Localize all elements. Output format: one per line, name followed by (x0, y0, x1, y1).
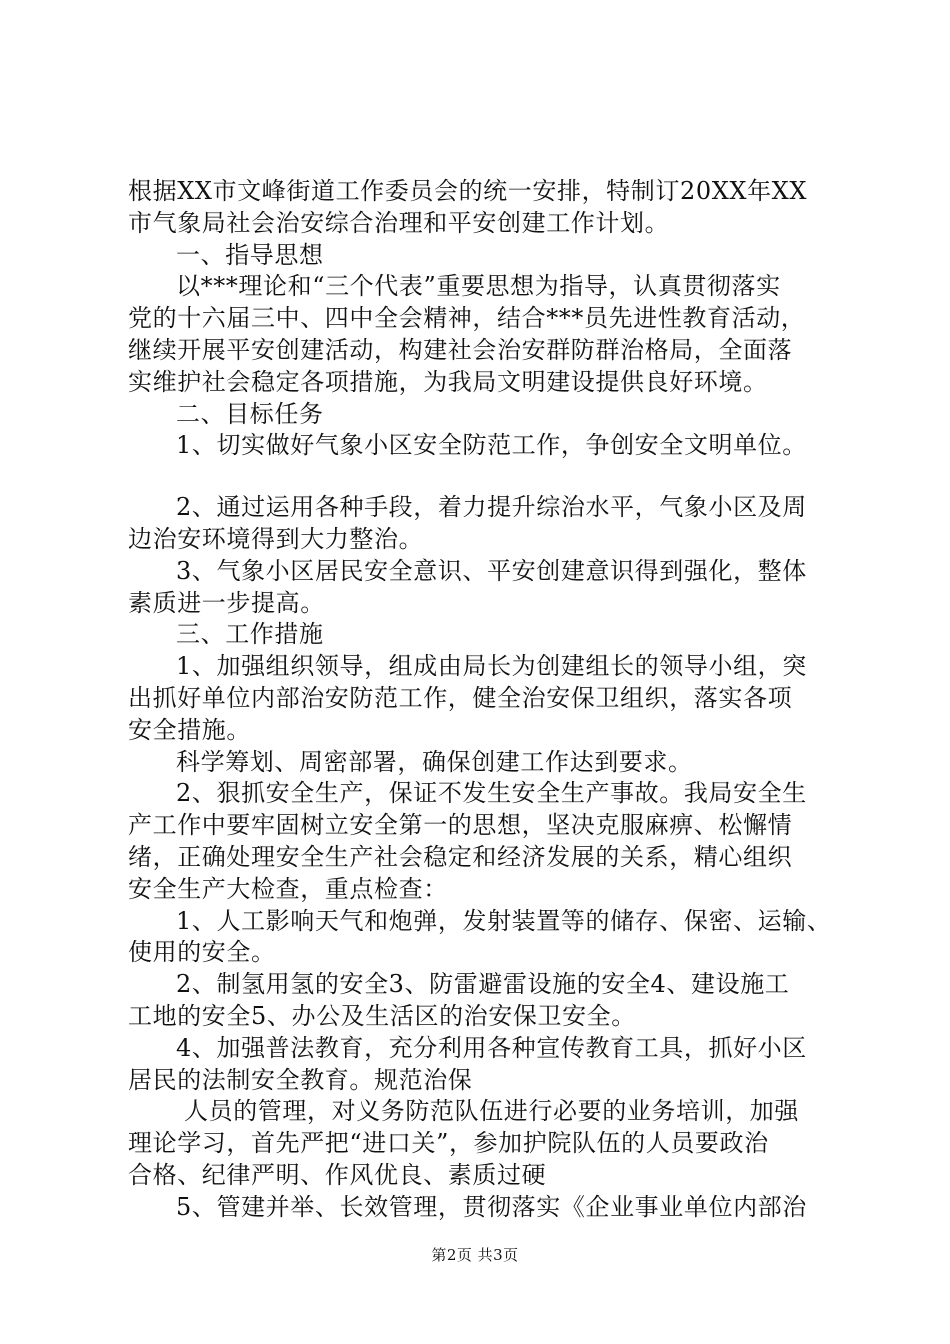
document-body (128, 176, 832, 1224)
text-line: 人员的管理，对义务防范队伍进行必要的业务培训，加强 (184, 1097, 799, 1126)
text-line: 党的十六届三中、四中全会精神，结合***员先进性教育活动， (128, 304, 806, 333)
text-line: 1、加强组织领导，组成由局长为创建组长的领导小组，突 (176, 652, 807, 681)
text-line: 出抓好单位内部治安防范工作，健全治安保卫组织，落实各项 (128, 683, 793, 712)
text-line: 使用的安全。 (128, 938, 276, 967)
text-line: 居民的法制安全教育。规范治保 (128, 1065, 473, 1094)
section-heading: 三、工作措施 (176, 620, 324, 649)
text-line: 市气象局社会治安综合治理和平安创建工作计划。 (128, 208, 670, 237)
text-line: 科学筹划、周密部署，确保创建工作达到要求。 (176, 747, 693, 776)
text-line: 产工作中要牢固树立安全第一的思想，坚决克服麻痹、松懈情 (128, 811, 793, 840)
section-heading: 一、指导思想 (176, 240, 324, 269)
text-line: 实维护社会稳定各项措施，为我局文明建设提供良好环境。 (128, 367, 768, 396)
text-line: 以***理论和“三个代表”重要思想为指导，认真贯彻落实 (176, 272, 781, 301)
text-line: 边治安环境得到大力整治。 (128, 524, 424, 553)
text-line: 5、管建并举、长效管理，贯彻落实《企业事业单位内部治 (176, 1192, 807, 1221)
text-line: 2、制氢用氢的安全3、防雷避雷设施的安全4、建设施工 (176, 970, 790, 999)
text-line: 继续开展平安创建活动，构建社会治安群防群治格局，全面落 (128, 335, 793, 364)
text-line: 3、气象小区居民安全意识、平安创建意识得到强化，整体 (176, 556, 807, 585)
text-line: 2、狠抓安全生产，保证不发生安全生产事故。我局安全生 (176, 779, 807, 808)
text-line: 根据XX市文峰街道工作委员会的统一安排，特制订20XX年XX (128, 177, 808, 205)
text-line: 绪，正确处理安全生产社会稳定和经济发展的关系，精心组织 (128, 842, 793, 871)
text-line: 1、切实做好气象小区安全防范工作，争创安全文明单位。 (176, 431, 807, 460)
text-line: 工地的安全5、办公及生活区的治安保卫安全。 (128, 1001, 636, 1030)
text-line: 1、人工影响天气和炮弹，发射装置等的储存、保密、运输、 (176, 906, 832, 935)
text-line: 2、通过运用各种手段，着力提升综治水平，气象小区及周 (176, 493, 807, 522)
text-line: 安全措施。 (128, 715, 251, 744)
text-line: 理论学习，首先严把“进口关”，参加护院队伍的人员要政治 (128, 1129, 769, 1158)
text-line: 合格、纪律严明、作风优良、素质过硬 (128, 1160, 547, 1189)
section-heading: 二、目标任务 (176, 399, 324, 428)
paragraph-gap (128, 462, 828, 492)
text-line: 安全生产大检查，重点检查： (128, 874, 448, 903)
text-line: 素质进一步提高。 (128, 588, 325, 617)
text-line: 4、加强普法教育，充分利用各种宣传教育工具，抓好小区 (176, 1033, 807, 1062)
page-number-footer: 第2页 共3页 (431, 1246, 519, 1264)
